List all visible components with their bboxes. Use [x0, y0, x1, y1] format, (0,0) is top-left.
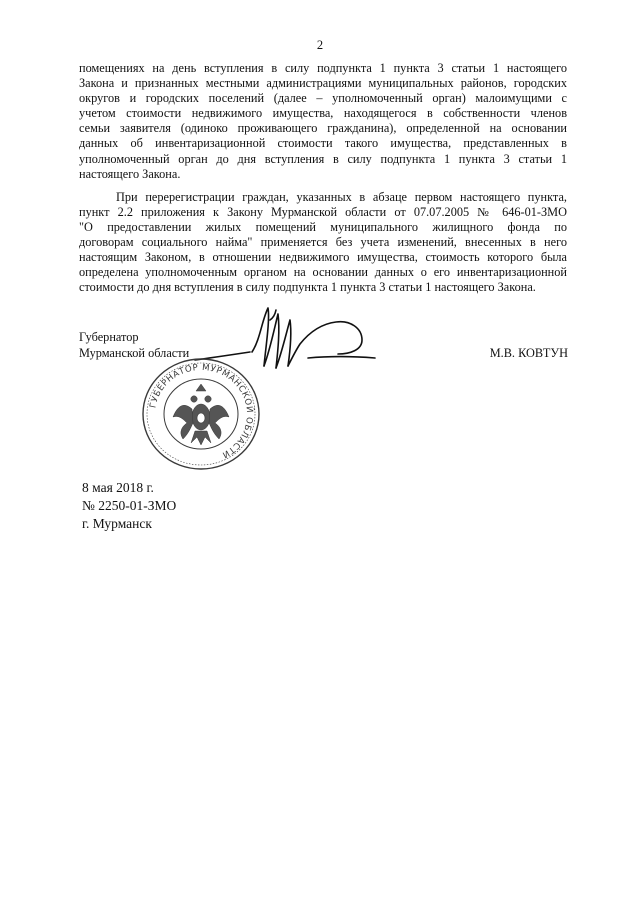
text-line: настоящего Закона. — [79, 166, 181, 181]
text-line: данных об инвентаризационной стоимости такого имущества, представленных в — [79, 136, 567, 151]
text-line: настоящим Законом, в отношении недвижимого имущества, стоимость которого была — [79, 250, 567, 265]
seal-ring-text: ГУБЕРНАТОР МУРМАНСКОЙ ОБЛАСТИ — [148, 362, 255, 460]
paragraph-gap — [79, 182, 567, 190]
text-line: стоимости до дня вступления в силу подпункта 1 пункта 3 статьи 1 настоящего Закона. — [79, 280, 536, 295]
text-line: пункт 2.2 приложения к Закону Мурманской области от 07.07.2005 № 646-01-ЗМО — [79, 204, 567, 219]
official-seal — [141, 357, 261, 472]
text-line: договорам социального найма" применяется без учета изменений, внесенных в него — [79, 235, 567, 250]
signatory-title-line2: Мурманской области — [79, 345, 190, 360]
text-line: уполномоченный орган до дня вступления в силу подпункта 1 пункта 3 статьи 1 — [79, 151, 567, 166]
text-line: "О предоставлении жилых помещений муниципального жилищного фонда по — [79, 219, 567, 234]
paragraph — [79, 61, 567, 182]
paragraph — [79, 190, 567, 296]
text-line: округов и городских поселений (далее – уполномоченный орган) малоимущими с — [79, 91, 567, 106]
text-line: семьи заявителя (одиноко проживающего гражданина), определенной на основании — [79, 121, 567, 136]
text-line: Закона и признанных местными администрациями муниципальных районов, городских — [79, 76, 567, 91]
signatory-title — [79, 330, 189, 361]
document-city: г. Мурманск — [82, 516, 152, 531]
document-footer — [79, 479, 176, 533]
page-number: 2 — [316, 38, 324, 52]
text-line: помещениях на день вступления в силу подпункта 1 пункта 3 статьи 1 настоящего — [79, 61, 567, 75]
text-line: При перерегистрации граждан, указанных в абзаце первом настоящего пункта, — [116, 189, 567, 204]
text-line: учетом стоимости недвижимого имущества, находящегося в собственности членов — [79, 106, 567, 121]
document-number: № 2250-01-ЗМО — [82, 498, 177, 513]
signatory-title-line1: Губернатор — [79, 330, 139, 344]
document-body — [79, 61, 567, 295]
signatory-name: М.В. КОВТУН — [489, 346, 568, 360]
text-line: определена уполномоченным органом на основании данных о его инвентаризационной — [79, 265, 567, 280]
document-date: 8 мая 2018 г. — [82, 480, 154, 495]
